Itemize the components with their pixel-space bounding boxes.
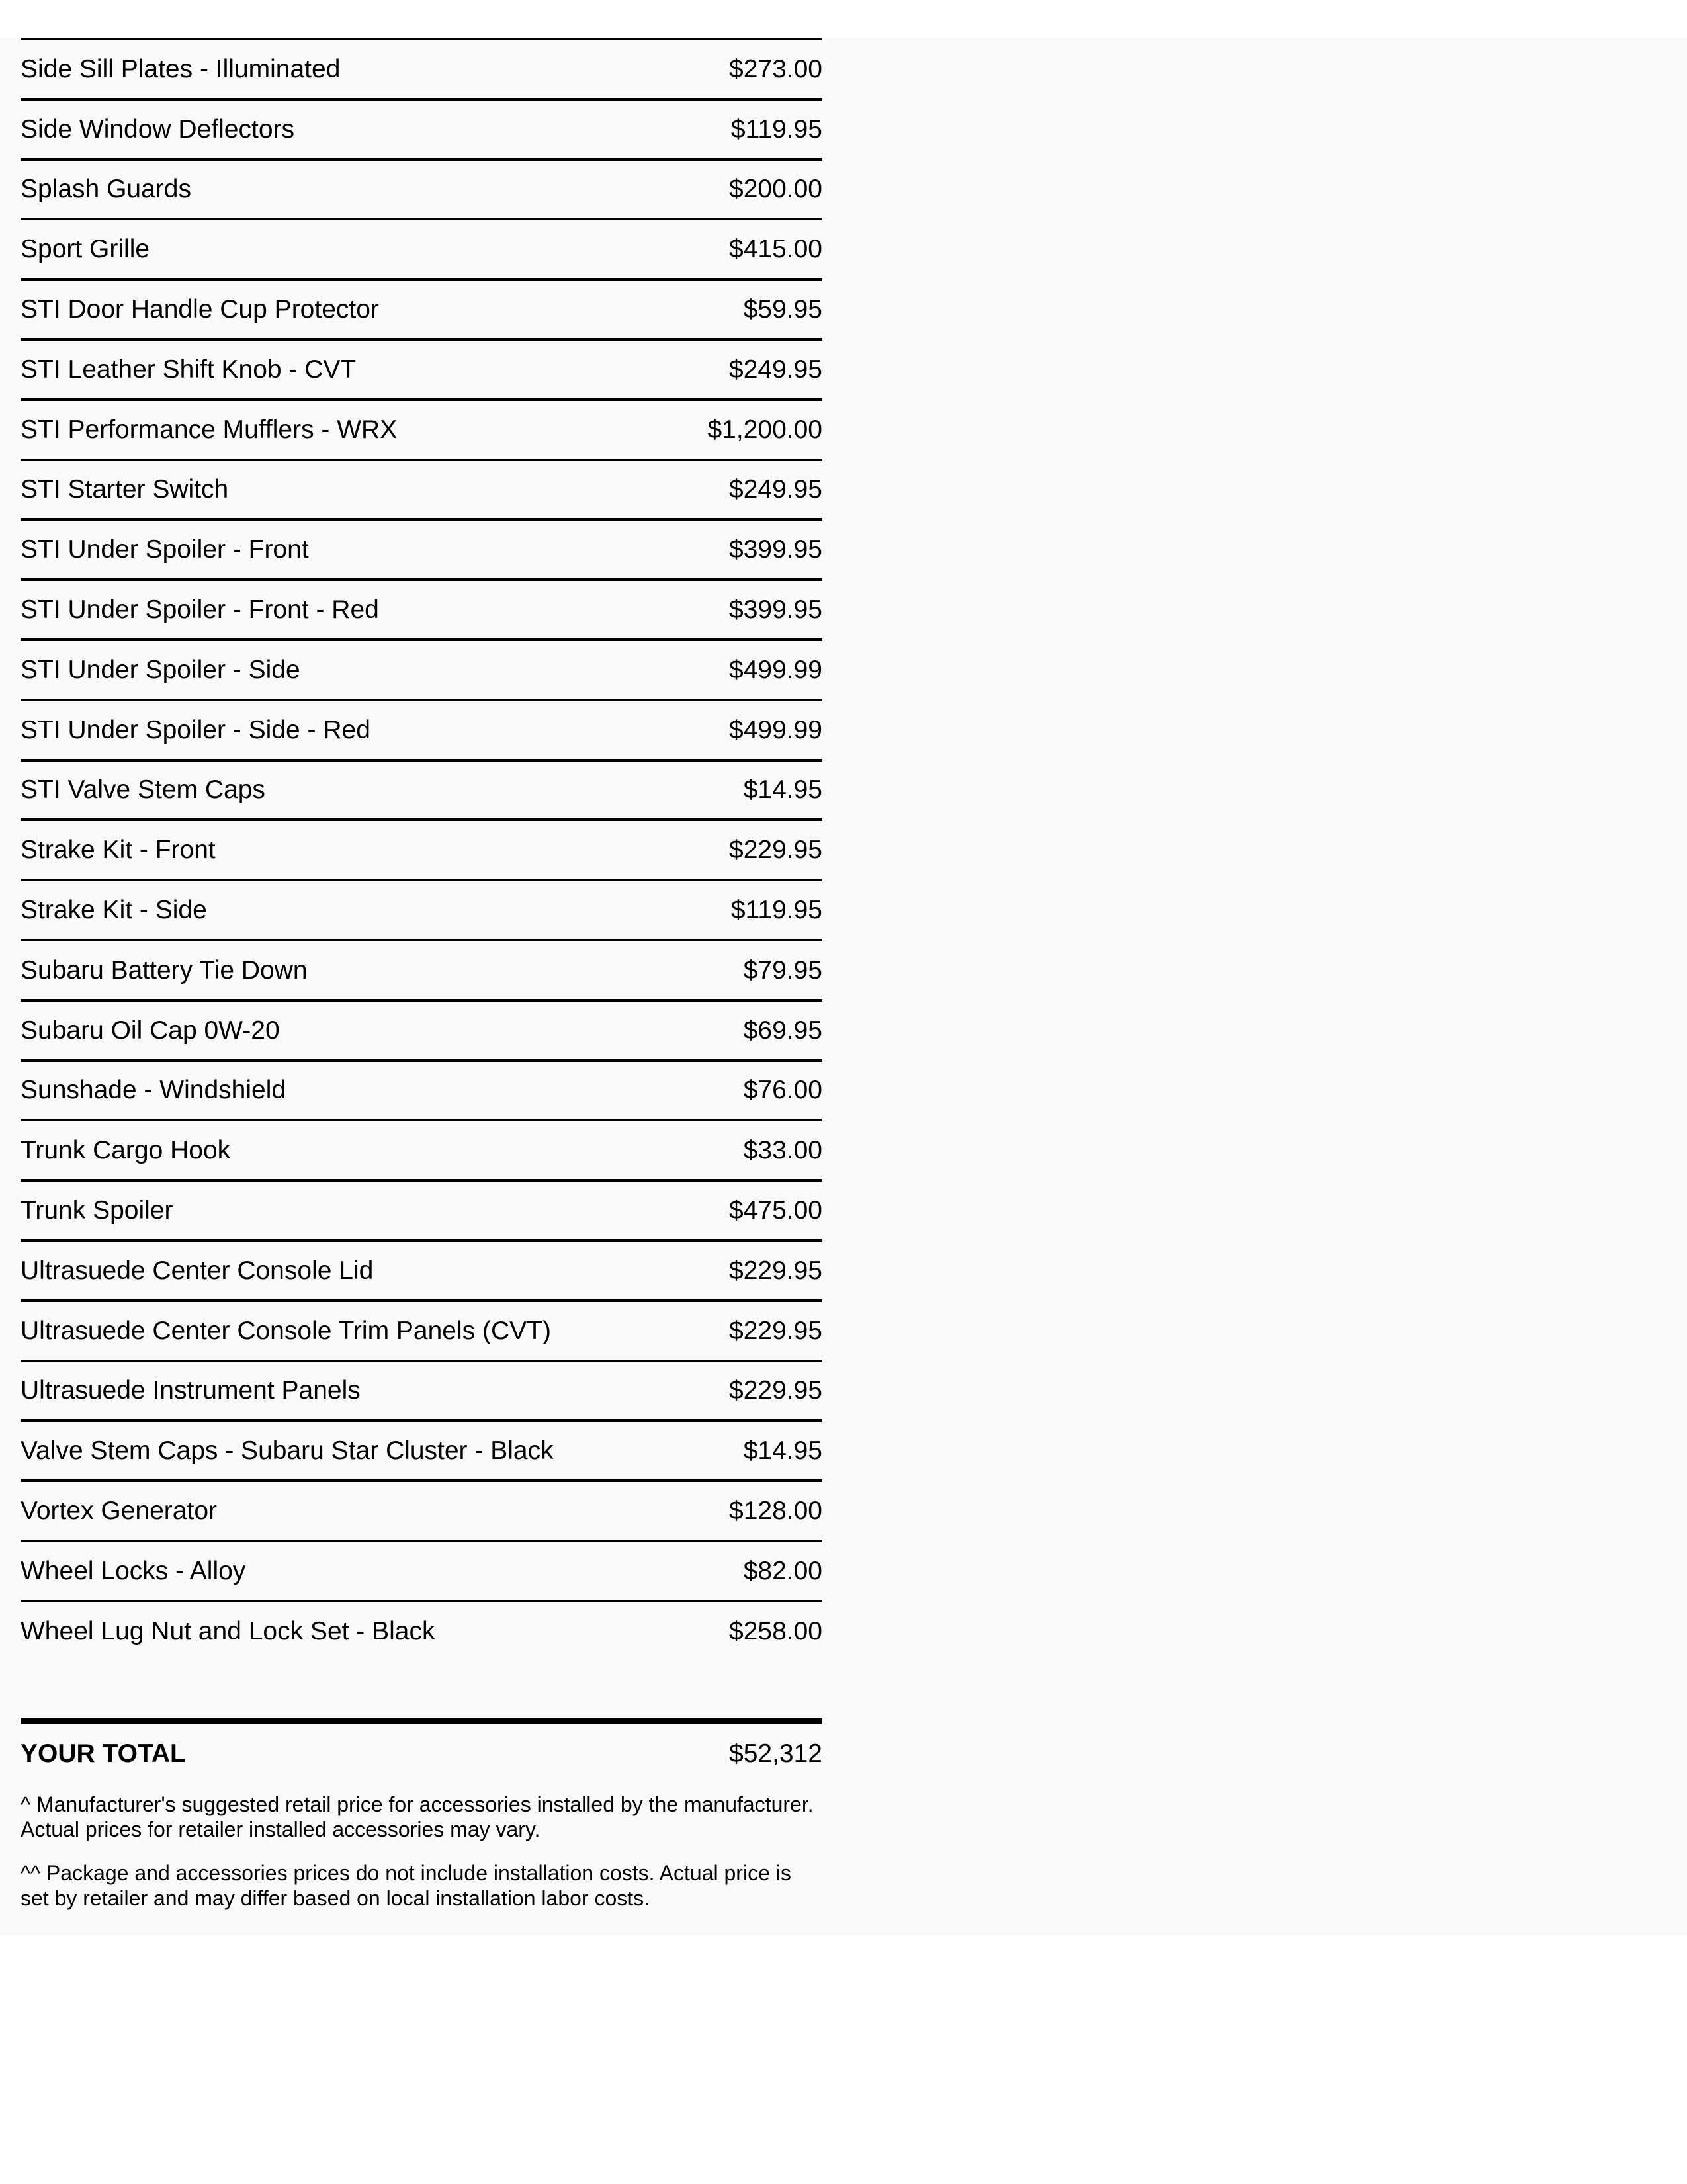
accessory-name: Subaru Battery Tie Down (21, 955, 308, 984)
accessory-price: $499.99 (729, 655, 822, 684)
accessory-price: $229.95 (729, 1316, 822, 1345)
table-row (21, 1600, 822, 1660)
accessory-name: Side Sill Plates - Illuminated (21, 54, 341, 83)
accessory-price: $229.95 (729, 836, 822, 865)
accessory-price: $258.00 (729, 1616, 822, 1645)
accessory-name: Vortex Generator (21, 1497, 217, 1526)
accessory-name: Trunk Spoiler (21, 1196, 173, 1225)
table-row (21, 158, 822, 218)
table-row (21, 518, 822, 578)
accessory-name: STI Door Handle Cup Protector (21, 295, 379, 324)
accessory-price: $249.95 (729, 475, 822, 504)
table-row (21, 999, 822, 1059)
total-label: YOUR TOTAL (21, 1739, 186, 1769)
accessory-price: $273.00 (729, 54, 822, 83)
footnote-msrp: ^ Manufacturer's suggested retail price for accessories installed by the manufacturer. Actual prices for retailer installed accessories may vary. (21, 1792, 814, 1841)
accessory-name: Side Window Deflectors (21, 114, 294, 144)
accessory-name: Strake Kit - Front (21, 836, 216, 865)
accessory-price: $399.95 (729, 595, 822, 625)
accessory-name: Sunshade - Windshield (21, 1076, 286, 1105)
table-row (21, 398, 822, 459)
accessory-name: Subaru Oil Cap 0W-20 (21, 1016, 280, 1045)
table-row (21, 1059, 822, 1119)
accessory-name: STI Starter Switch (21, 475, 229, 504)
table-row (21, 338, 822, 398)
accessory-price: $14.95 (743, 1436, 822, 1465)
accessory-price: $76.00 (743, 1076, 822, 1105)
accessory-name: STI Under Spoiler - Front (21, 535, 309, 564)
accessory-name: Ultrasuede Center Console Trim Panels (CVT) (21, 1316, 551, 1345)
accessory-price: $128.00 (729, 1497, 822, 1526)
accessory-name: STI Performance Mufflers - WRX (21, 415, 398, 444)
table-row (21, 1419, 822, 1479)
table-row (21, 1479, 822, 1540)
table-row (21, 38, 822, 98)
table-row (21, 278, 822, 338)
table-row (21, 939, 822, 999)
accessory-name: STI Under Spoiler - Side (21, 655, 300, 684)
list-spacer (21, 1660, 822, 1718)
accessory-price: $14.95 (743, 775, 822, 805)
table-row (21, 818, 822, 879)
table-row (21, 1119, 822, 1179)
accessory-name: Ultrasuede Instrument Panels (21, 1376, 361, 1405)
accessory-name: STI Under Spoiler - Front - Red (21, 595, 379, 625)
accessory-price: $229.95 (729, 1376, 822, 1405)
total-value: $52,312 (729, 1739, 822, 1769)
table-row (21, 459, 822, 519)
accessory-name: Wheel Locks - Alloy (21, 1556, 246, 1585)
accessory-price: $119.95 (730, 896, 822, 925)
footnote-installation: ^^ Package and accessories prices do not include installation costs. Actual price is set by retailer and may differ based on local installation labor costs. (21, 1860, 791, 1910)
accessory-name: Ultrasuede Center Console Lid (21, 1256, 374, 1285)
table-row (21, 879, 822, 939)
accessory-name: Wheel Lug Nut and Lock Set - Black (21, 1616, 435, 1645)
table-row (21, 699, 822, 759)
accessory-price: $249.95 (729, 355, 822, 384)
table-row (21, 578, 822, 638)
accessory-price: $475.00 (729, 1196, 822, 1225)
accessory-price: $69.95 (743, 1016, 822, 1045)
accessory-price: $200.00 (729, 175, 822, 204)
accessories-price-list (21, 38, 822, 1911)
accessory-name: STI Under Spoiler - Side - Red (21, 715, 370, 744)
accessory-price: $82.00 (743, 1556, 822, 1585)
table-row (21, 1239, 822, 1299)
table-row (21, 638, 822, 699)
accessory-name: Valve Stem Caps - Subaru Star Cluster - Black (21, 1436, 554, 1465)
table-row (21, 1540, 822, 1600)
accessory-name: Trunk Cargo Hook (21, 1136, 231, 1165)
accessory-price: $79.95 (743, 955, 822, 984)
accessory-name: Splash Guards (21, 175, 191, 204)
table-row (21, 1360, 822, 1420)
accessory-name: STI Valve Stem Caps (21, 775, 265, 805)
accessory-price: $119.95 (730, 114, 822, 144)
accessory-price: $499.99 (729, 715, 822, 744)
accessory-price: $399.95 (729, 535, 822, 564)
accessory-name: Sport Grille (21, 235, 150, 264)
accessory-price: $59.95 (743, 295, 822, 324)
total-row (21, 1724, 822, 1784)
table-row (21, 98, 822, 158)
table-row (21, 1299, 822, 1360)
accessory-price: $415.00 (729, 235, 822, 264)
table-row (21, 759, 822, 819)
table-row (21, 1179, 822, 1239)
accessory-price: $229.95 (729, 1256, 822, 1285)
accessory-price: $1,200.00 (707, 415, 822, 444)
total-divider (21, 1718, 822, 1724)
table-row (21, 218, 822, 278)
accessory-name: STI Leather Shift Knob - CVT (21, 355, 357, 384)
accessory-price: $33.00 (743, 1136, 822, 1165)
accessory-rows (21, 38, 822, 1660)
accessory-name: Strake Kit - Side (21, 896, 207, 925)
